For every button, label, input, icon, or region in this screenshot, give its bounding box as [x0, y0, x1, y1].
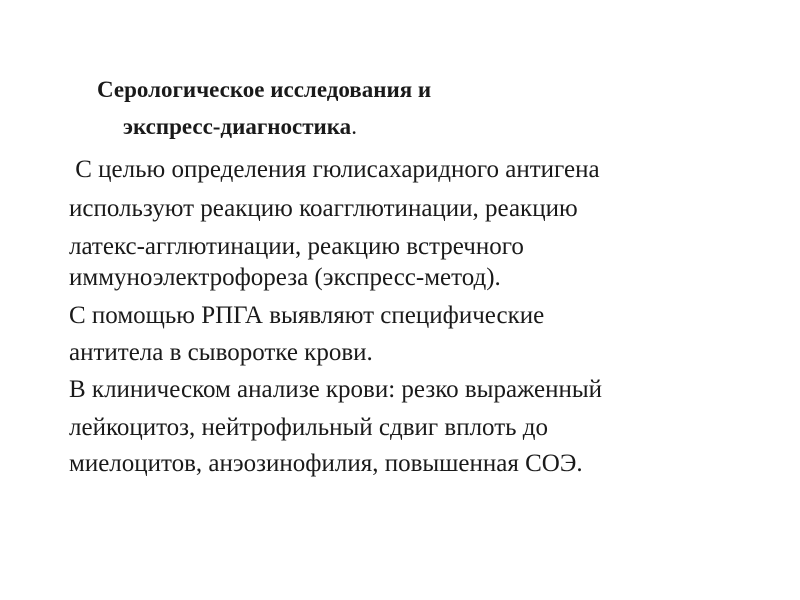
slide-title-line-2 — [123, 115, 357, 138]
body-text-line: антитела в сыворотке крови. — [69, 339, 373, 366]
body-text-line: лейкоцитоз, нейтрофильный сдвиг вплоть до — [69, 414, 549, 441]
body-text-line: миелоцитов, анэозинофилия, повышенная СОЭ. — [69, 450, 583, 477]
slide-title-line-2-text: экспресс-диагностика — [123, 114, 352, 139]
body-text-line: С помощью РПГА выявляют специфические — [69, 302, 545, 329]
body-text-line: латекс-агглютинации, реакцию встречного — [69, 233, 524, 260]
body-text-line: используют реакцию коагглютинации, реакцию — [69, 195, 578, 222]
body-text-line: В клиническом анализе крови: резко выраженный — [69, 376, 603, 403]
body-text-line: С целью определения гюлисахаридного антигена — [69, 156, 600, 183]
body-text-line: иммуноэлектрофореза (экспресс-метод). — [69, 264, 501, 291]
slide-title-line-1: Серологическое исследования и — [97, 77, 432, 102]
slide-title-period: . — [351, 114, 357, 139]
